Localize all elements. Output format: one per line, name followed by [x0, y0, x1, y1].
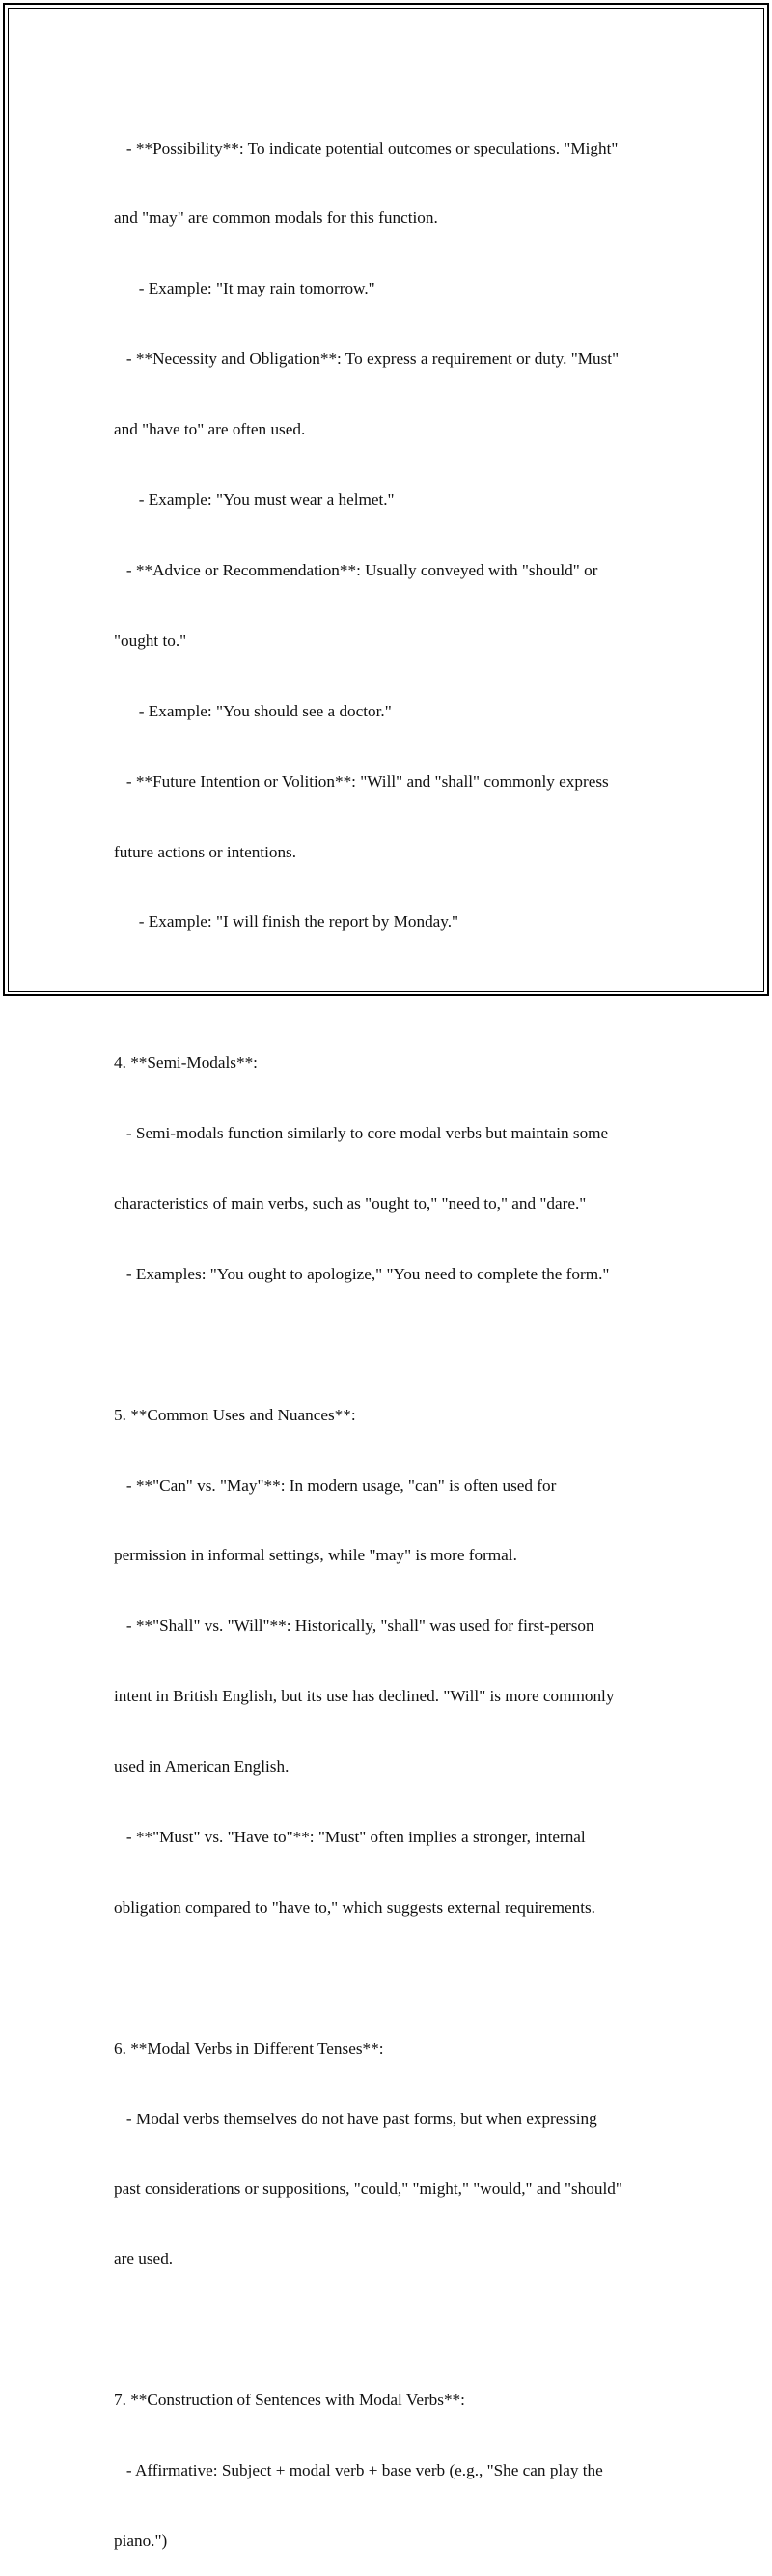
text-line: obligation compared to "have to," which suggests external requirements. — [114, 1897, 595, 1917]
text-line: - **Necessity and Obligation**: To express a requirement or duty. "Must" — [114, 350, 620, 369]
text-line: - **Future Intention or Volition**: "Will" and "shall" commonly express — [114, 771, 609, 791]
document-body — [114, 90, 664, 2576]
text-line: - **"Must" vs. "Have to"**: "Must" often implies a stronger, internal — [114, 1827, 586, 1846]
text-line: are used. — [114, 2250, 174, 2269]
text-line: characteristics of main verbs, such as "ought to," "need to," and "dare." — [114, 1193, 587, 1213]
text-line: - Example: "It may rain tomorrow." — [114, 279, 375, 298]
text-line: used in American English. — [114, 1757, 290, 1777]
text-line: - **Advice or Recommendation**: Usually conveyed with "should" or — [114, 560, 598, 579]
text-line: permission in informal settings, while "may" is more formal. — [114, 1546, 517, 1565]
text-line: - **"Can" vs. "May"**: In modern usage, "can" is often used for — [114, 1475, 557, 1495]
text-line: and "have to" are often used. — [114, 420, 306, 439]
text-line: "ought to." — [114, 630, 187, 650]
text-line: - Example: "You must wear a helmet." — [114, 490, 395, 510]
blank-line — [114, 981, 664, 1004]
text-line: - **"Shall" vs. "Will"**: Historically, "shall" was used for first-person — [114, 1616, 594, 1636]
text-line: - Semi-modals function similarly to core modal verbs but maintain some — [114, 1124, 609, 1143]
section-heading: 5. **Common Uses and Nuances**: — [114, 1405, 356, 1424]
blank-line — [114, 2318, 664, 2341]
text-line: intent in British English, but its use has declined. "Will" is more commonly — [114, 1687, 615, 1706]
section-heading: 6. **Modal Verbs in Different Tenses**: — [114, 2038, 384, 2058]
section-heading: 4. **Semi-Modals**: — [114, 1053, 258, 1073]
text-line: - Example: "I will finish the report by Monday." — [114, 912, 459, 932]
text-line: piano.") — [114, 2531, 168, 2550]
text-line: - Modal verbs themselves do not have past forms, but when expressing — [114, 2109, 597, 2128]
section-heading: 7. **Construction of Sentences with Modal Verbs**: — [114, 2391, 465, 2410]
text-line: - **Possibility**: To indicate potential outcomes or speculations. "Might" — [114, 138, 619, 157]
text-line: - Example: "You should see a doctor." — [114, 701, 392, 720]
text-line: and "may" are common modals for this function. — [114, 209, 438, 228]
blank-line — [114, 1967, 664, 1990]
text-line: - Affirmative: Subject + modal verb + base verb (e.g., "She can play the — [114, 2460, 603, 2479]
text-line: - Examples: "You ought to apologize," "You need to complete the form." — [114, 1264, 610, 1283]
text-line: future actions or intentions. — [114, 842, 297, 861]
text-line: past considerations or suppositions, "could," "might," "would," and "should" — [114, 2179, 622, 2198]
blank-line — [114, 1333, 664, 1357]
